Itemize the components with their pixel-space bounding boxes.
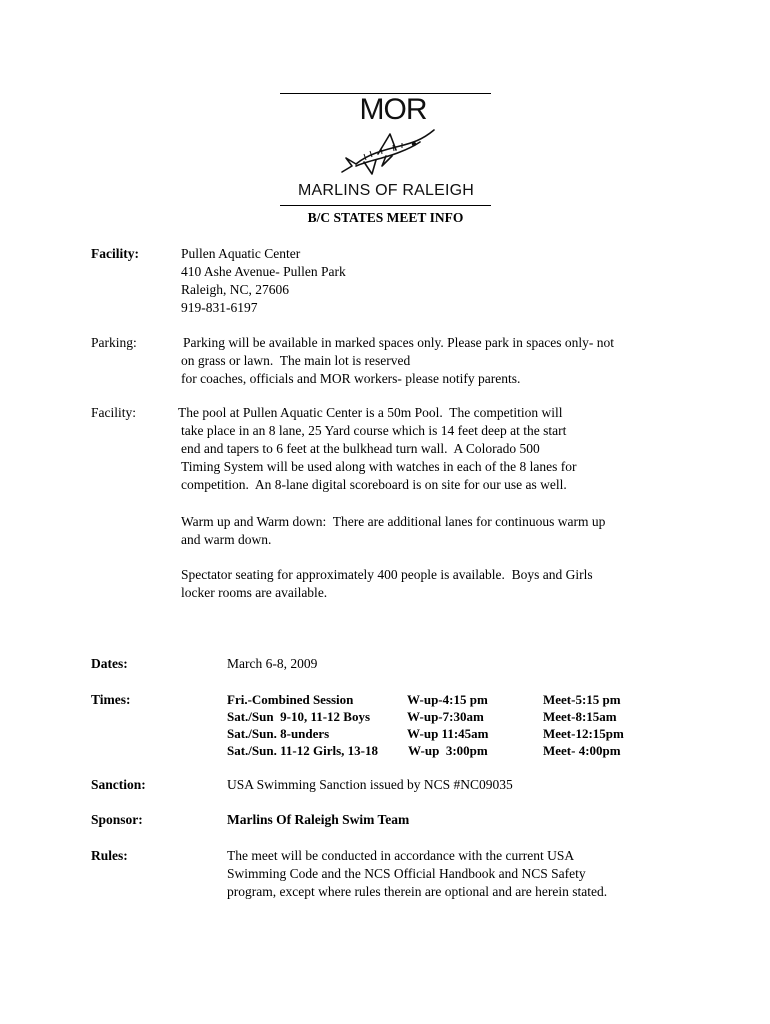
times-warmup: W-up-4:15 pm	[407, 692, 488, 707]
rules-text	[227, 847, 607, 901]
times-warmup: W-up 3:00pm	[405, 743, 488, 758]
facility-details-line: The pool at Pullen Aquatic Center is a 50m Pool. The competition will	[178, 405, 563, 420]
facility-line: 410 Ashe Avenue- Pullen Park	[181, 264, 346, 279]
times-table	[227, 691, 667, 759]
logo-bottom-rule	[280, 205, 491, 206]
facility-address	[181, 245, 346, 317]
spectator-line: Spectator seating for approximately 400 people is available. Boys and Girls	[181, 567, 593, 582]
times-session: Fri.-Combined Session	[227, 692, 354, 707]
parking-line: Parking will be available in marked spaces only. Please park in spaces only- not	[183, 335, 615, 350]
times-meet: Meet-5:15 pm	[543, 692, 621, 707]
times-row	[227, 742, 667, 759]
sanction-value: USA Swimming Sanction issued by NCS #NC09035	[227, 777, 513, 792]
facility-details-line: competition. An 8-lane digital scoreboard is on site for our use as well.	[181, 477, 567, 492]
warmup-line: Warm up and Warm down: There are additional lanes for continuous warm up	[181, 514, 606, 529]
facility-details-para1	[178, 404, 577, 494]
warmup-paragraph	[181, 513, 605, 549]
times-row	[227, 691, 667, 708]
logo-club-name: MARLINS OF RALEIGH	[297, 182, 475, 199]
dates-value: March 6-8, 2009	[227, 656, 318, 671]
marlin-icon	[338, 126, 438, 180]
times-row	[227, 725, 667, 742]
parking-label: Parking:	[91, 335, 137, 350]
times-warmup: W-up-7:30am	[407, 709, 484, 724]
times-warmup: W-up 11:45am	[407, 726, 489, 741]
facility-label: Facility:	[91, 246, 139, 261]
facility-line: Raleigh, NC, 27606	[181, 282, 289, 297]
facility-details-line: take place in an 8 lane, 25 Yard course which is 14 feet deep at the start	[181, 423, 567, 438]
times-meet: Meet-12:15pm	[543, 726, 624, 741]
sponsor-value: Marlins Of Raleigh Swim Team	[227, 812, 410, 827]
sanction-label: Sanction:	[91, 777, 146, 792]
spectator-paragraph	[181, 566, 593, 602]
parking-line: on grass or lawn. The main lot is reserved	[181, 353, 411, 368]
logo-mark: MOR	[359, 93, 427, 126]
parking-text	[181, 334, 614, 388]
facility-details-line: Timing System will be used along with watches in each of the 8 lanes for	[181, 459, 577, 474]
dates-label: Dates:	[91, 656, 128, 671]
sponsor-label: Sponsor:	[91, 812, 143, 827]
times-meet: Meet-8:15am	[543, 709, 617, 724]
rules-line: Swimming Code and the NCS Official Handbook and NCS Safety	[227, 866, 586, 881]
rules-line: program, except where rules therein are optional and are herein stated.	[227, 884, 608, 899]
facility-details-label: Facility:	[91, 405, 136, 420]
times-meet: Meet- 4:00pm	[543, 743, 621, 758]
times-label: Times:	[91, 692, 131, 707]
times-session: Sat./Sun. 11-12 Girls, 13-18	[227, 743, 378, 758]
rules-line: The meet will be conducted in accordance with the current USA	[227, 848, 575, 863]
warmup-line: and warm down.	[181, 532, 272, 547]
facility-line: 919-831-6197	[181, 300, 258, 315]
facility-details-line: end and tapers to 6 feet at the bulkhead turn wall. A Colorado 500	[181, 441, 540, 456]
spectator-line: locker rooms are available.	[181, 585, 328, 600]
times-row	[227, 708, 667, 725]
times-session: Sat./Sun 9-10, 11-12 Boys	[227, 709, 371, 724]
rules-label: Rules:	[91, 848, 128, 863]
document-title: B/C STATES MEET INFO	[307, 210, 464, 225]
parking-line: for coaches, officials and MOR workers- please notify parents.	[181, 371, 521, 386]
times-session: Sat./Sun. 8-unders	[227, 726, 330, 741]
facility-line: Pullen Aquatic Center	[181, 246, 301, 261]
